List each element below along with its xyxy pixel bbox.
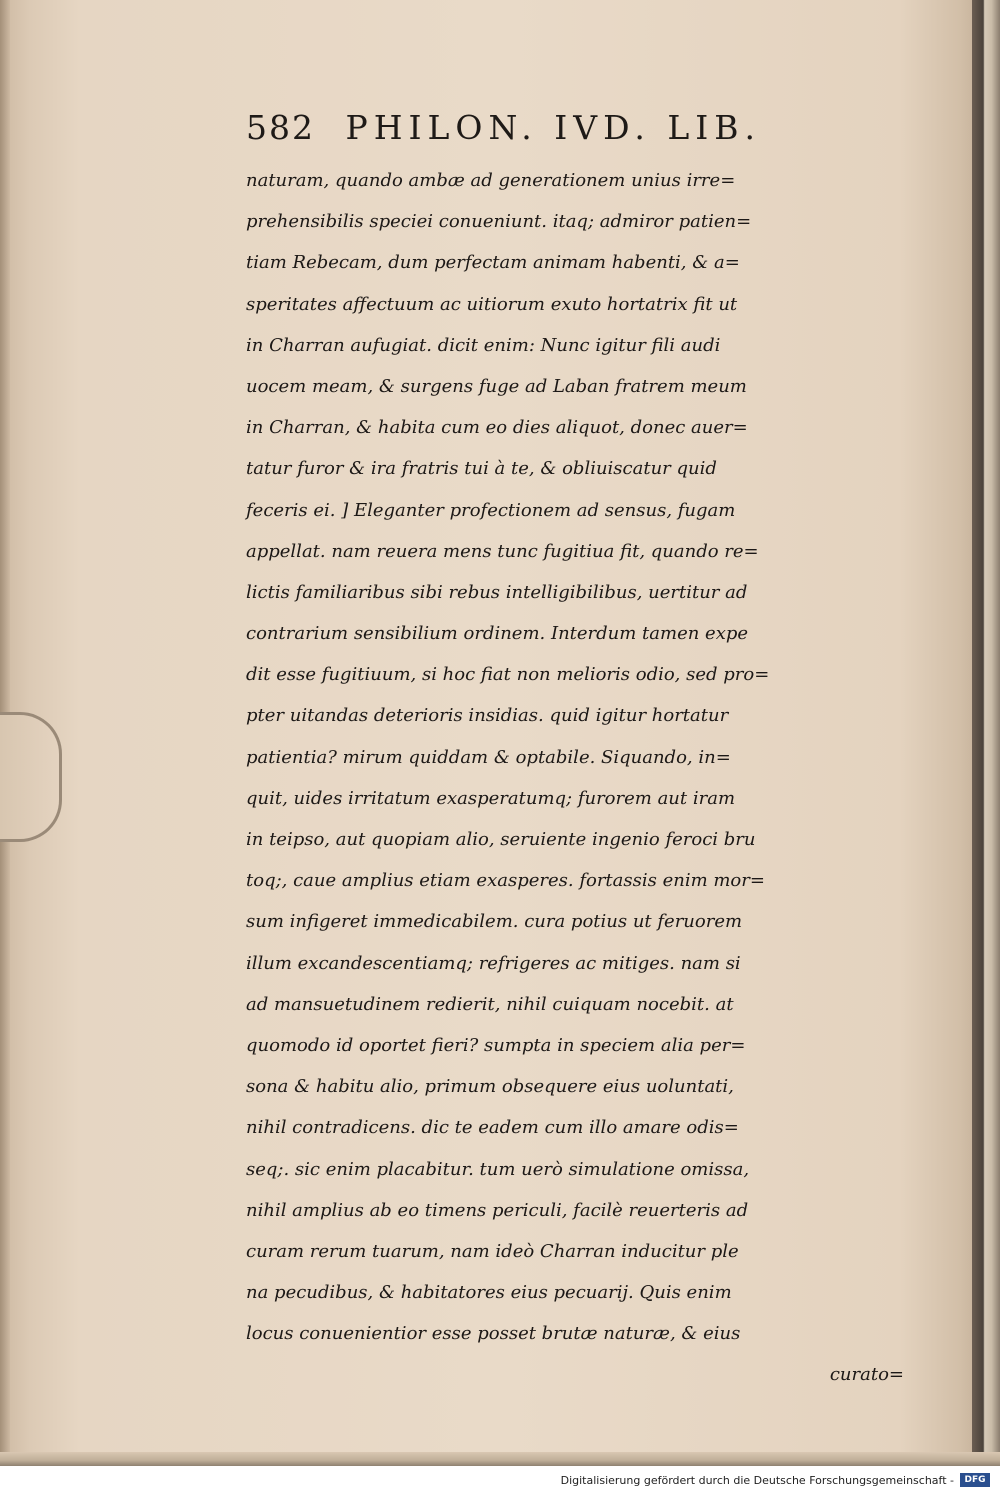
text-line: uocem meam, & surgens fuge ad Laban fratrem meum	[246, 375, 747, 397]
page-bottom-edge	[0, 1452, 1000, 1466]
running-head	[246, 108, 866, 147]
text-line: patientia? mirum quiddam & optabile. Siquando, in=	[246, 746, 731, 768]
text-line: illum excandescentiamq; refrigeres ac mitiges. nam si	[246, 952, 741, 974]
text-line: na pecudibus, & habitatores eius pecuarij. Quis enim	[246, 1282, 732, 1304]
text-line: curam rerum tuarum, nam ideò Charran inducitur ple	[246, 1240, 739, 1262]
text-line: contrarium sensibilium ordinem. Interdum tamen expe	[246, 623, 749, 645]
dfg-logo-icon: DFG	[960, 1473, 990, 1487]
page-fore-edge	[972, 0, 1000, 1466]
text-line: nihil amplius ab eo timens periculi, facilè reuerteris ad	[246, 1199, 749, 1221]
text-line: tiam Rebecam, dum perfectam animam habenti, & a=	[246, 252, 740, 274]
text-line: locus conuenientior esse posset brutæ naturæ, & eius	[246, 1323, 741, 1345]
text-line: seq;. sic enim placabitur. tum uerò simulatione omissa,	[246, 1158, 750, 1180]
text-line: toq;, caue amplius etiam exasperes. fortassis enim mor=	[246, 870, 765, 892]
text-line: sona & habitu alio, primum obsequere eius uoluntati,	[246, 1076, 734, 1098]
text-line: feceris ei. ] Eleganter profectionem ad sensus, fugam	[246, 499, 736, 521]
text-line: ad mansuetudinem redierit, nihil cuiquam nocebit. at	[246, 993, 734, 1015]
text-line: tatur furor & ira fratris tui à te, & obliuiscatur quid	[246, 458, 717, 480]
footer-credit: Digitalisierung gefördert durch die Deutsche Forschungsgemeinschaft -	[560, 1474, 954, 1487]
text-line: lictis familiaribus sibi rebus intelligibilibus, uertitur ad	[246, 581, 748, 603]
running-title: PHILON. IVD. LIB.	[345, 108, 762, 147]
text-body	[246, 160, 912, 1396]
text-line: dit esse fugitiuum, si hoc fiat non melioris odio, sed pro=	[246, 664, 770, 686]
text-line: in teipso, aut quopiam alio, seruiente ingenio feroci bru	[246, 829, 756, 850]
text-line: quomodo id oportet fieri? sumpta in speciem alia per=	[246, 1034, 746, 1056]
text-line: prehensibilis speciei conueniunt. itaq; admiror patien=	[246, 211, 752, 233]
text-line: sum infigeret immedicabilem. cura potius ut feruorem	[246, 911, 743, 933]
text-line: pter uitandas deterioris insidias. quid igitur hortatur	[246, 705, 729, 727]
text-line: in Charran aufugiat. dicit enim: Nunc igitur fili audi	[246, 334, 721, 356]
text-line: in Charran, & habita cum eo dies aliquot, donec auer=	[246, 417, 748, 439]
catchword: curato=	[829, 1364, 904, 1386]
footer-bar	[0, 1466, 1000, 1495]
page-clip	[0, 712, 62, 842]
text-line: speritates affectuum ac uitiorum exuto hortatrix fit ut	[246, 293, 738, 315]
text-line: nihil contradicens. dic te eadem cum illo amare odis=	[246, 1117, 739, 1139]
page-number: 582	[246, 108, 315, 147]
text-line: quit, uides irritatum exasperatumq; furorem aut iram	[246, 787, 736, 809]
text-line: appellat. nam reuera mens tunc fugitiua fit, quando re=	[246, 540, 759, 562]
text-line: naturam, quando ambæ ad generationem unius irre=	[246, 170, 736, 191]
